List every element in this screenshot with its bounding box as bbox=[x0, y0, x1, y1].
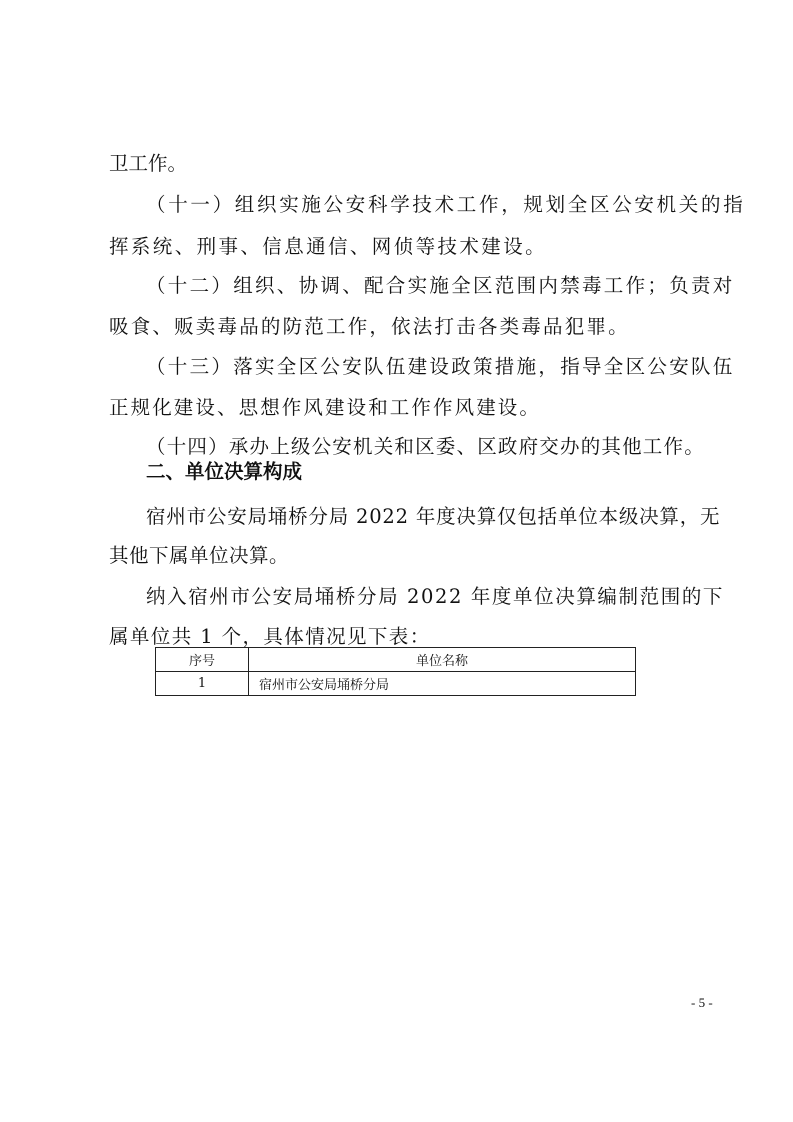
paragraph-line: 宿州市公安局埇桥分局 2022 年度决算仅包括单位本级决算，无 bbox=[146, 505, 721, 528]
units-table bbox=[155, 647, 636, 696]
cell-unit-name: 宿州市公安局埇桥分局 bbox=[249, 672, 636, 696]
table-row bbox=[156, 672, 636, 696]
paragraph-line: 纳入宿州市公安局埇桥分局 2022 年度单位决算编制范围的下 bbox=[146, 585, 725, 608]
paragraph-line: 吸食、贩卖毒品的防范工作，依法打击各类毒品犯罪。 bbox=[109, 315, 630, 338]
paragraph-line: （十二）组织、协调、配合实施全区范围内禁毒工作；负责对 bbox=[146, 274, 735, 297]
paragraph-line: （十三）落实全区公安队伍建设政策措施，指导全区公安队伍 bbox=[146, 355, 735, 378]
header-serial-no: 序号 bbox=[156, 648, 249, 672]
paragraph-line: 卫工作。 bbox=[109, 152, 188, 175]
paragraph-line: 其他下属单位决算。 bbox=[109, 544, 290, 567]
paragraph-line: （十四）承办上级公安机关和区委、区政府交办的其他工作。 bbox=[146, 435, 705, 458]
cell-serial-no: 1 bbox=[156, 672, 249, 696]
paragraph-line: 属单位共 1 个，具体情况见下表： bbox=[109, 625, 431, 648]
header-unit-name: 单位名称 bbox=[249, 648, 636, 672]
paragraph-line: 正规化建设、思想作风建设和工作作风建设。 bbox=[109, 396, 542, 419]
page-number: - 5 - bbox=[691, 995, 713, 1010]
section-heading: 二、单位决算构成 bbox=[146, 460, 303, 483]
table-header-row bbox=[156, 648, 636, 672]
paragraph-line: （十一）组织实施公安科学技术工作，规划全区公安机关的指 bbox=[146, 193, 746, 216]
paragraph-line: 挥系统、刑事、信息通信、网侦等技术建设。 bbox=[109, 235, 548, 258]
